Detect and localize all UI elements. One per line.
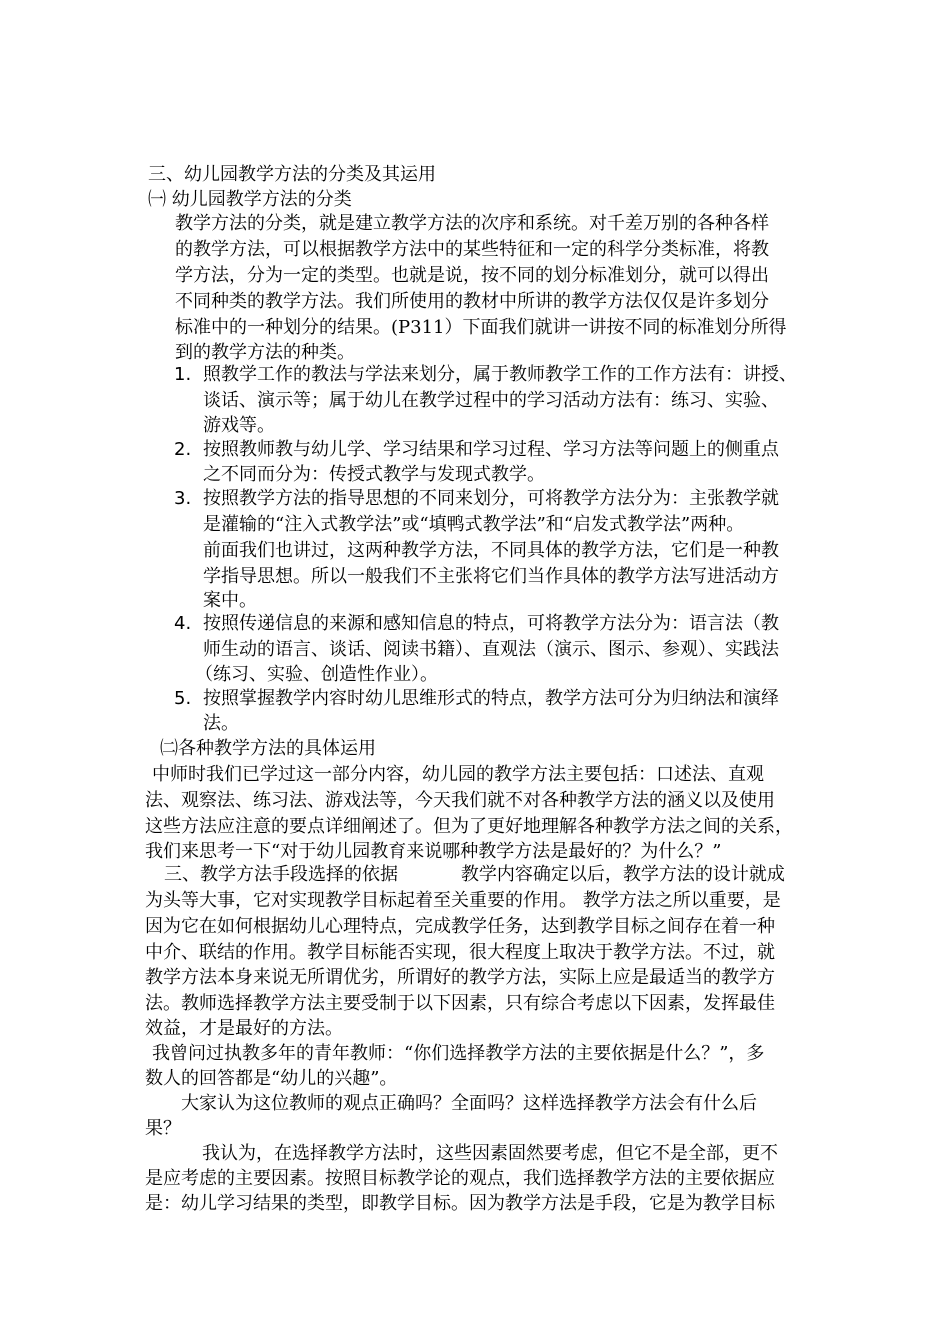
- list-item-number: 2.: [174, 439, 192, 460]
- paragraph-line: 教学方法本身来说无所谓优劣，所谓好的教学方法，实际上应是最适当的教学方: [145, 967, 775, 988]
- paragraph-line: 数人的回答都是“幼儿的兴趣”。: [145, 1068, 398, 1089]
- list-item-number: 3.: [174, 488, 192, 509]
- paragraph-line: 我们来思考一下“对于幼儿园教育来说哪种教学方法是最好的？为什么？”: [145, 841, 722, 862]
- list-item-number: 4.: [174, 613, 192, 634]
- list-item-number: 5.: [174, 688, 192, 709]
- list-item-line: 按照传递信息的来源和感知信息的特点，可将教学方法分为：语言法（教: [203, 613, 779, 634]
- paragraph-line: 我认为，在选择教学方法时，这些因素固然要考虑，但它不是全部，更不: [202, 1143, 778, 1164]
- paragraph-line: 为头等大事，它对实现教学目标起着至关重要的作用。 教学方法之所以重要，是: [145, 890, 781, 911]
- paragraph-line: 中介、联结的作用。教学目标能否实现，很大程度上取决于教学方法。不过，就: [145, 942, 775, 963]
- list-item-line: 前面我们也讲过，这两种教学方法，不同具体的教学方法，它们是一种教: [203, 540, 779, 561]
- paragraph-line: 这些方法应注意的要点详细阐述了。但为了更好地理解各种教学方法之间的关系，: [145, 816, 793, 837]
- intro-line: 标准中的一种划分的结果。(P311）下面我们就讲一讲按不同的标准划分所得: [175, 317, 787, 338]
- paragraph-line: 大家认为这位教师的观点正确吗？全面吗？这样选择教学方法会有什么后: [181, 1093, 757, 1114]
- list-item-line: 按照教师教与幼儿学、学习结果和学习过程、学习方法等问题上的侧重点: [203, 439, 779, 460]
- subsection-title-application: ㈡各种教学方法的具体运用: [160, 738, 376, 759]
- paragraph-line: 我曾问过执教多年的青年教师：“你们选择教学方法的主要依据是什么？”，多: [152, 1043, 765, 1064]
- paragraph-line: 果？: [145, 1118, 181, 1139]
- list-item-line: 谈话、演示等；属于幼儿在教学过程中的学习活动方法有：练习、实验、: [203, 390, 779, 411]
- list-item-line: 案中。: [203, 590, 257, 611]
- list-item-line: 按照教学方法的指导思想的不同来划分，可将教学方法分为：主张教学就: [203, 488, 779, 509]
- list-item-number: 1.: [174, 364, 192, 385]
- intro-line: 学方法，分为一定的类型。也就是说，按不同的划分标准划分，就可以得出: [175, 265, 769, 286]
- list-item-line: 之不同而分为：传授式教学与发现式教学。: [203, 464, 545, 485]
- paragraph-line: 三、教学方法手段选择的依据 教学内容确定以后，教学方法的设计就成: [164, 864, 785, 885]
- paragraph-line: 法。教师选择教学方法主要受制于以下因素，只有综合考虑以下因素，发挥最佳: [145, 993, 775, 1014]
- list-item-line: 学指导思想。所以一般我们不主张将它们当作具体的教学方法写进活动方: [203, 566, 779, 587]
- list-item-line: 按照掌握教学内容时幼儿思维形式的特点，教学方法可分为归纳法和演绎: [203, 688, 779, 709]
- list-item-line: 法。: [203, 713, 239, 734]
- intro-line: 不同种类的教学方法。我们所使用的教材中所讲的教学方法仅仅是许多划分: [175, 291, 769, 312]
- list-item-line: 师生动的语言、谈话、阅读书籍）、直观法（演示、图示、参观）、实践法: [203, 639, 779, 660]
- paragraph-line: 是：幼儿学习结果的类型，即教学目标。因为教学方法是手段，它是为教学目标: [145, 1193, 775, 1214]
- list-item-line: 照教学工作的教法与学法来划分，属于教师教学工作的工作方法有：讲授、: [203, 364, 797, 385]
- section-title: 三、幼儿园教学方法的分类及其运用: [148, 164, 436, 185]
- list-item-line: （练习、实验、创造性作业）。: [195, 664, 438, 685]
- list-item-line: 游戏等。: [203, 415, 275, 436]
- paragraph-line: 效益，才是最好的方法。: [145, 1018, 343, 1039]
- list-item-line: 是灌输的“注入式教学法”或“填鸭式教学法”和“启发式教学法”两种。: [203, 514, 745, 535]
- subsection-title-classification: ㈠ 幼儿园教学方法的分类: [148, 189, 352, 210]
- intro-line: 的教学方法，可以根据教学方法中的某些特征和一定的科学分类标准，将教: [175, 239, 769, 260]
- paragraph-line: 中师时我们已学过这一部分内容，幼儿园的教学方法主要包括：口述法、直观: [152, 764, 764, 785]
- intro-line: 教学方法的分类，就是建立教学方法的次序和系统。对千差万别的各种各样: [175, 213, 769, 234]
- paragraph-line: 是应考虑的主要因素。按照目标教学论的观点，我们选择教学方法的主要依据应: [145, 1168, 775, 1189]
- paragraph-line: 因为它在如何根据幼儿心理特点，完成教学任务，达到教学目标之间存在着一种: [145, 916, 775, 937]
- intro-line: 到的教学方法的种类。: [175, 342, 355, 363]
- paragraph-line: 法、观察法、练习法、游戏法等，今天我们就不对各种教学方法的涵义以及使用: [145, 790, 775, 811]
